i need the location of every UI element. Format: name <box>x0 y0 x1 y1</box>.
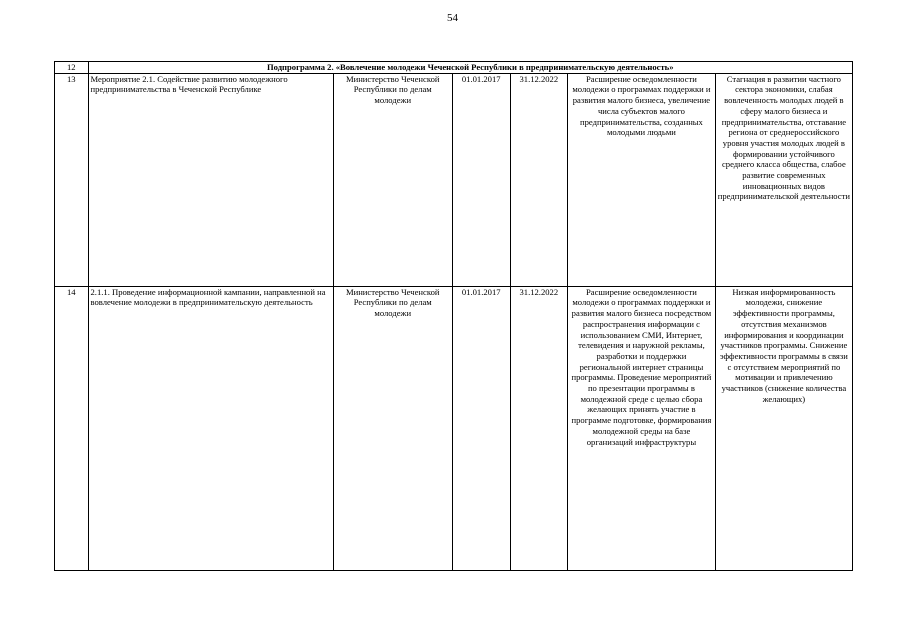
activity-name: Мероприятие 2.1. Содействие развитию молодежного предпринимательства в Чеченской Республике <box>88 73 333 286</box>
start-date: 01.01.2017 <box>452 73 510 286</box>
executor: Министерство Чеченской Республики по делам молодежи <box>333 286 452 570</box>
non-implementation-consequences: Стагнация в развитии частного сектора экономики, слабая вовлеченность молодых людей в сферу малого бизнеса и предпринимательства, отставание региона от среднероссийского уровня участия молодых людей в формировании устойчивого среднего класса общества, слабое развитие современных инновационных видов предпринимательской деятельности <box>715 73 852 286</box>
activity-name: 2.1.1. Проведение информационной кампании, направленной на вовлечение молодежи в предпринимательскую деятельность <box>88 286 333 570</box>
start-date: 01.01.2017 <box>452 286 510 570</box>
table-row <box>55 286 853 570</box>
row-number: 14 <box>55 286 89 570</box>
table-row <box>55 73 853 286</box>
expected-result: Расширение осведомленности молодежи о программах поддержки и развития малого бизнеса, увеличение числа субъектов малого предпринимательства, созданных молодыми людьми <box>568 73 716 286</box>
expected-result: Расширение осведомленности молодежи о программах поддержки и развития малого бизнеса посредством распространения информации с использованием СМИ, Интернет, телевидения и наружной рекламы, разработки и поддержки региональной интернет страницы программы. Проведение мероприятий по презентации программы в молодежной среде с целью сбора желающих принять участие в программе подготовке, формирования молодежной среды на базе организаций инфраструктуры <box>568 286 716 570</box>
end-date: 31.12.2022 <box>510 73 568 286</box>
row-number: 13 <box>55 73 89 286</box>
end-date: 31.12.2022 <box>510 286 568 570</box>
executor: Министерство Чеченской Республики по делам молодежи <box>333 73 452 286</box>
subprogram-row <box>55 62 853 74</box>
subprogram-title: Подпрограмма 2. «Вовлечение молодежи Чеченской Республики в предпринимательскую деятельность» <box>88 62 853 74</box>
non-implementation-consequences: Низкая информированность молодежи, снижение эффективности программы, отсутствия механизмов информирования и координации участников программы. Снижение эффективности программы в связи с отсутствием мероприятий по мотивации и привлечению участников (снижение количества желающих) <box>715 286 852 570</box>
program-table <box>54 61 853 571</box>
page-number: 54 <box>447 12 458 24</box>
row-number: 12 <box>55 62 89 74</box>
